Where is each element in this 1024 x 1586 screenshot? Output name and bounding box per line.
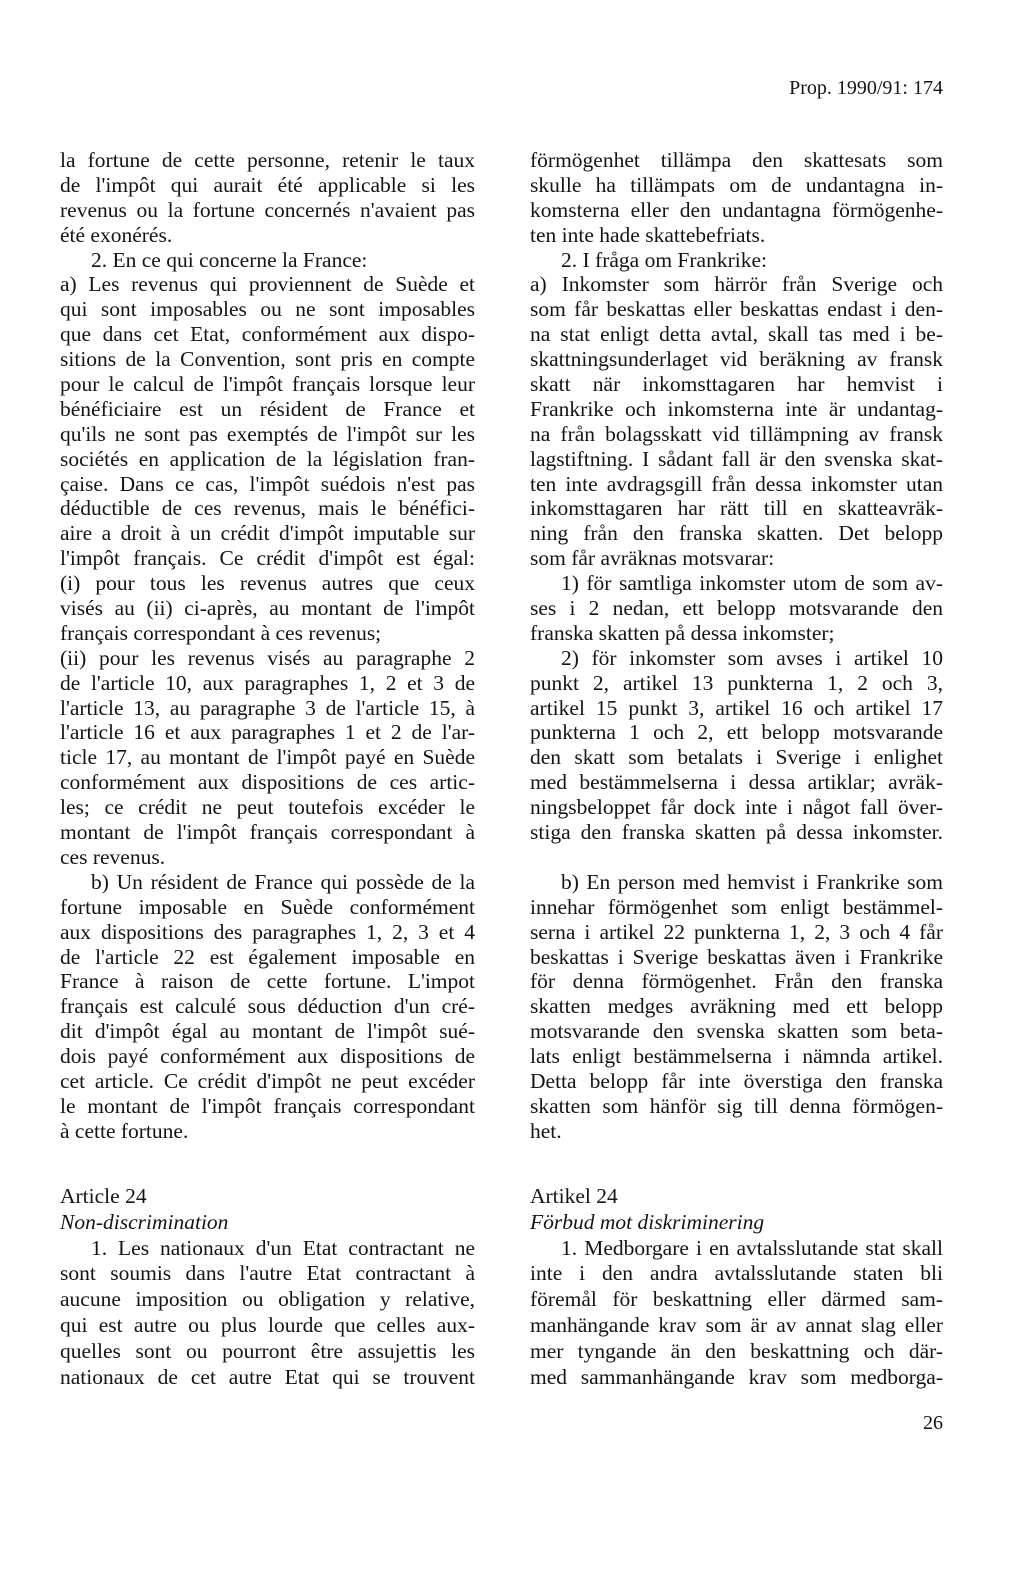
text-line: de l'impôt qui aurait été applicable si les (60, 172, 475, 197)
text-line: montant de l'impôt français correspondant à (60, 820, 475, 845)
text-line: français correspondant à ces revenus; (60, 620, 382, 645)
text-line: conformément aux dispositions de ces artic- (60, 770, 475, 795)
text-line: 1. Medborgare i en avtalsslutande stat skall (561, 1235, 943, 1260)
text-line: bénéficiaire est un résident de France et (60, 396, 475, 421)
text-line: skatten medges avräkning med ett belopp (530, 994, 943, 1019)
text-line: lagstiftning. I sådant fall är den svenska skat- (530, 446, 943, 471)
text-line: skatt när inkomsttagaren har hemvist i (530, 372, 943, 397)
text-line: förmögenhet tillämpa den skattesats som (530, 148, 943, 172)
text-line: ten inte avdragsgill från dessa inkomster utan (530, 471, 943, 496)
text-line: aire a droit à un crédit d'impôt imputable sur (60, 521, 475, 546)
text-line: l'article 13, au paragraphe 3 de l'article 15, à (60, 695, 475, 720)
text-line: ticle 17, au montant de l'impôt payé en Suède (60, 745, 475, 770)
text-line: lats enligt bestämmelserna i nämnda artikel. (530, 1044, 943, 1069)
text-line: aucune imposition ou obligation y relative, (60, 1287, 475, 1312)
running-head: Prop. 1990/91: 174 (789, 77, 943, 99)
article-subheading: Non-discrimination (60, 1209, 229, 1234)
text-line: med sammanhängande krav som medborga- (530, 1364, 943, 1389)
text-line: Frankrike och inkomsterna inte är undantag- (530, 396, 943, 421)
text-line: ses i 2 nedan, ett belopp motsvarande den (530, 596, 943, 621)
text-line: (ii) pour les revenus visés au paragraphe 2 (60, 645, 475, 670)
text-line: stiga den franska skatten på dessa inkomster. (530, 820, 943, 845)
text-line: punkt 2, artikel 13 punkterna 1, 2 och 3, (530, 670, 943, 695)
text-line: na stat enligt detta avtal, skall tas med i be- (530, 322, 943, 347)
text-line: déductible de ces revenus, mais le bénéfici- (60, 496, 475, 521)
text-line: la fortune de cette personne, retenir le taux (60, 148, 475, 172)
text-line: çaise. Dans ce cas, l'impôt suédois n'est pas (60, 471, 475, 496)
text-line: skatten som hänför sig till denna förmögen- (530, 1093, 943, 1118)
text-line: pour le calcul de l'impôt français lorsque leur (60, 372, 475, 397)
text-line: den skatt som betalats i Sverige i enlighet (530, 745, 943, 770)
text-line: nationaux de cet autre Etat qui se trouvent (60, 1364, 475, 1389)
text-line: artikel 15 punkt 3, artikel 16 och artikel 17 (530, 695, 943, 720)
text-line: med bestämmelserna i dessa artiklar; avräk- (530, 770, 943, 795)
text-line: fortune imposable en Suède conformément (60, 894, 475, 919)
text-line: sont soumis dans l'autre Etat contractant à (60, 1261, 475, 1286)
text-line: l'article 16 et aux paragraphes 1 et 2 de l'ar- (60, 720, 475, 745)
article-subheading: Förbud mot diskriminering (530, 1209, 765, 1234)
text-line: de l'article 22 est également imposable en (60, 944, 475, 969)
text-line: manhängande krav som är av annat slag eller (530, 1312, 943, 1337)
text-line: ten inte hade skattebefriats. (530, 222, 766, 247)
text-line: qu'ils ne sont pas exemptés de l'impôt sur les (60, 421, 475, 446)
text-line: dois payé conformément aux dispositions de (60, 1044, 475, 1069)
text-line: 1. Les nationaux d'un Etat contractant ne (91, 1235, 475, 1260)
swedish-column (530, 148, 943, 1144)
text-line: serna i artikel 22 punkterna 1, 2, 3 och 4 får (530, 919, 943, 944)
text-line: les; ce crédit ne peut toutefois excéder le (60, 795, 475, 820)
text-line: France à raison de cette fortune. L'impot (60, 969, 475, 994)
french-column (60, 148, 475, 1144)
text-line: français est calculé sous déduction d'un cré- (60, 994, 475, 1019)
article-24-swedish (530, 1184, 943, 1390)
text-line: sitions de la Convention, sont pris en compte (60, 347, 475, 372)
text-line: skulle ha tillämpats om de undantagna in- (530, 172, 943, 197)
text-line: aux dispositions des paragraphes 1, 2, 3 et 4 (60, 919, 475, 944)
paragraph-gap (530, 845, 943, 870)
text-line: que dans cet Etat, conformément aux dispo- (60, 322, 475, 347)
text-line: quelles sont ou pourront être assujettis les (60, 1338, 475, 1363)
page-number: 26 (923, 1412, 943, 1434)
article-24-french (60, 1184, 475, 1390)
text-line: mer tyngande än den beskattning och där- (530, 1338, 943, 1363)
text-line: punkterna 1 och 2, ett belopp motsvarande (530, 720, 943, 745)
text-line: 2) för inkomster som avses i artikel 10 (561, 645, 943, 670)
text-line: l'impôt français. Ce crédit d'impôt est égal: (60, 546, 475, 571)
text-line: motsvarande den svenska skatten som beta- (530, 1019, 943, 1044)
text-line: som får avräknas motsvarar: (530, 546, 775, 571)
text-line: ningsbeloppet får dock inte i något fall över- (530, 795, 943, 820)
text-line: de l'article 10, aux paragraphes 1, 2 et 3 de (60, 670, 475, 695)
text-line: skattningsunderlaget vid beräkning av fransk (530, 347, 943, 372)
text-line: qui sont imposables ou ne sont imposables (60, 297, 475, 322)
text-line: inte i den andra avtalsslutande staten bli (530, 1261, 943, 1286)
text-line: het. (530, 1118, 562, 1143)
text-line: a) Les revenus qui proviennent de Suède et (60, 272, 475, 297)
text-line: beskattas i Sverige beskattas även i Frankrike (530, 944, 943, 969)
text-line: qui est autre ou plus lourde que celles aux- (60, 1312, 475, 1337)
text-line: innehar förmögenhet som enligt bestämmel- (530, 894, 943, 919)
text-line: för denna förmögenhet. Från den franska (530, 969, 943, 994)
article-heading: Article 24 (60, 1184, 147, 1208)
text-line: dit d'impôt égal au montant de l'impôt sué- (60, 1019, 475, 1044)
text-line: cet article. Ce crédit d'impôt ne peut excéder (60, 1068, 475, 1093)
text-line: le montant de l'impôt français correspondant (60, 1093, 475, 1118)
article-heading: Artikel 24 (530, 1184, 618, 1208)
text-line: (i) pour tous les revenus autres que ceux (60, 571, 475, 596)
text-line: été exonérés. (60, 222, 173, 247)
text-line: som får beskattas eller beskattas endast i den- (530, 297, 943, 322)
section-heading: 2. I fråga om Frankrike: (561, 247, 767, 272)
text-line: na från bolagsskatt vid tillämpning av fransk (530, 421, 943, 446)
section-heading: 2. En ce qui concerne la France: (91, 247, 368, 272)
text-line: föremål för beskattning eller därmed sam- (530, 1287, 943, 1312)
text-line: a) Inkomster som härrör från Sverige och (530, 272, 943, 297)
text-line: Detta belopp får inte överstiga den franska (530, 1068, 943, 1093)
text-line: à cette fortune. (60, 1118, 189, 1143)
text-line: inkomsttagaren har rätt till en skatteavräk- (530, 496, 943, 521)
text-line: b) En person med hemvist i Frankrike som (561, 869, 943, 894)
text-line: komsterna eller den undantagna förmögenhe- (530, 197, 943, 222)
text-line: sociétés en application de la législation fran- (60, 446, 475, 471)
text-line: b) Un résident de France qui possède de la (91, 869, 475, 894)
text-line: 1) för samtliga inkomster utom de som av- (561, 571, 943, 596)
text-line: ning från den franska skatten. Det belopp (530, 521, 943, 546)
text-line: ces revenus. (60, 844, 166, 869)
text-line: revenus ou la fortune concernés n'avaient pas (60, 197, 475, 222)
text-line: visés au (ii) ci-après, au montant de l'impôt (60, 596, 475, 621)
text-line: franska skatten på dessa inkomster; (530, 620, 835, 645)
